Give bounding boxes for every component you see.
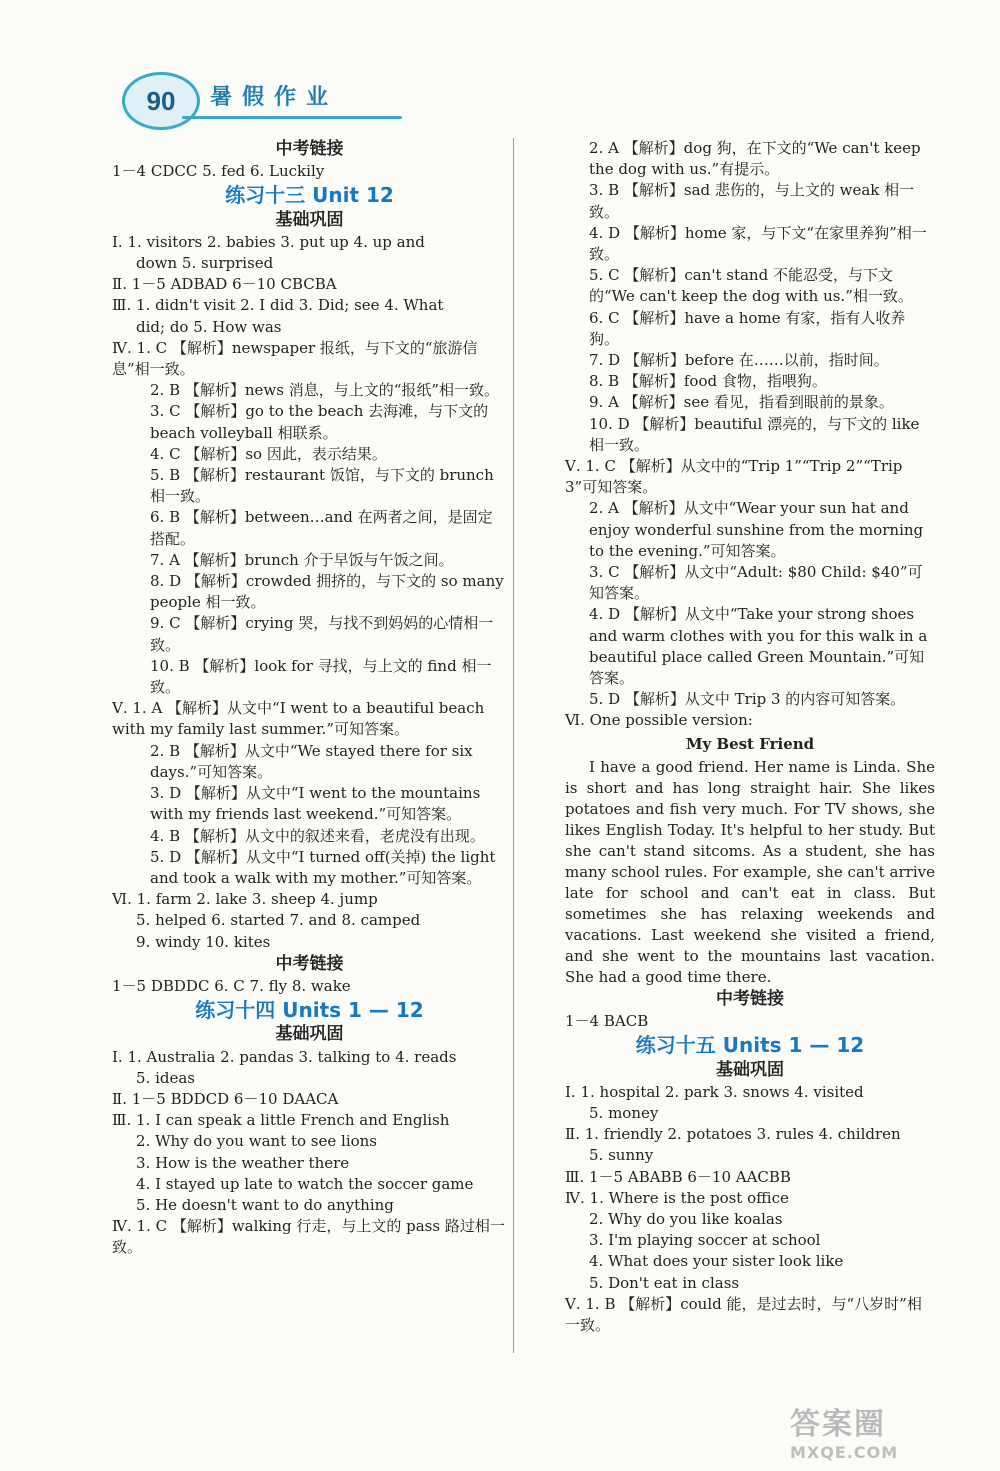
answer-line: did; do 5. How was <box>136 317 282 336</box>
section-heading: 中考链接 <box>275 139 344 159</box>
header-underline <box>182 116 402 119</box>
answer-line: 5. helped 6. started 7. and 8. camped <box>136 911 421 930</box>
answer-line: 5. Don't eat in class <box>589 1273 740 1292</box>
answer-item: Ⅴ. 1. A 【解析】从文中“I went to a beautiful beach with my family last summer.”可知答案。 <box>112 699 485 739</box>
section-heading: 中考链接 <box>275 953 344 974</box>
answer-item: 3. B 【解析】sad 悲伤的，与上文的 weak 相一致。 <box>589 181 915 221</box>
answer-line: 5. money <box>589 1103 659 1122</box>
answer-item: 9. A 【解析】see 看见，指看到眼前的景象。 <box>589 393 894 412</box>
answer-line: 4. I stayed up late to watch the soccer game <box>136 1174 474 1193</box>
answer-item: 8. D 【解析】crowded 拥挤的，与下文的 so many people 相一致。 <box>150 572 504 612</box>
answer-line: down 5. surprised <box>136 254 274 273</box>
answer-item: 5. C 【解析】can't stand 不能忍受，与下文的“We can't keep the dog with us.”相一致。 <box>589 266 913 306</box>
answer-item: Ⅴ. 1. C 【解析】从文中的“Trip 1”“Trip 2”“Trip 3”可知答案。 <box>565 457 903 497</box>
answer-line: Ⅲ. 1. didn't visit 2. I did 3. Did; see 4. What <box>112 296 444 315</box>
exercise-title: 练习十五 Units 1 — 12 <box>635 1033 865 1058</box>
right-column <box>565 138 935 1336</box>
answer-item: Ⅳ. 1. C 【解析】walking 行走，与上文的 pass 路过相一致。 <box>112 1217 505 1257</box>
answer-item: 3. C 【解析】go to the beach 去海滩，与下文的 beach volleyball 相联系。 <box>150 402 489 442</box>
essay-title: My Best Friend <box>685 734 815 753</box>
answer-line: 4. What does your sister look like <box>589 1252 844 1271</box>
answer-item: 4. D 【解析】home 家，与下文“在家里养狗”相一致。 <box>589 223 927 264</box>
answer-item: 5. B 【解析】restaurant 饭馆，与下文的 brunch 相一致。 <box>150 466 494 506</box>
essay-body: I have a good friend. Her name is Linda. She is short and has long straight hair. She likes potatoes and fish very much. For TV shows, she likes English Today. It's helpful to her study. But she can't stand sitcoms. As a student, she has many school rules. For example, she can't arrive late for school and can't eat in class. But sometimes she has relaxing weekends and vacations. Last weekend she visited a friend, and she went to the mountains last vacation. She had a good time there. <box>565 757 935 986</box>
column-divider <box>513 138 514 1353</box>
answer-item: 3. C 【解析】从文中“Adult: $80 Child: $40”可知答案。 <box>589 563 923 603</box>
answer-line: Ⅵ. 1. farm 2. lake 3. sheep 4. jump <box>112 890 378 909</box>
section-heading: 基础巩固 <box>275 1024 344 1045</box>
exercise-title: 练习十三 Unit 12 <box>225 183 394 208</box>
answer-item: 10. D 【解析】beautiful 漂亮的，与下文的 like 相一致。 <box>589 414 920 454</box>
answer-item: 2. A 【解析】从文中“Wear your sun hat and enjoy wonderful sunshine from the morning to the evening.”可知答案。 <box>589 499 924 560</box>
answer-line: 9. windy 10. kites <box>136 932 271 951</box>
answer-line: Ⅲ. 1－5 ABABB 6－10 AACBB <box>565 1167 791 1186</box>
answer-line: 1－5 DBDDC 6. C 7. fly 8. wake <box>112 976 351 995</box>
answer-item: 7. D 【解析】before 在……以前，指时间。 <box>589 351 889 370</box>
answer-item: 9. C 【解析】crying 哭，与找不到妈妈的心情相一致。 <box>150 614 494 654</box>
answer-item: 2. B 【解析】news 消息，与上文的“报纸”相一致。 <box>150 381 500 400</box>
answer-line: 5. ideas <box>136 1068 195 1087</box>
answer-line: 5. sunny <box>589 1146 654 1165</box>
answer-line: Ⅱ. 1－5 BDDCD 6－10 DAACA <box>112 1089 339 1108</box>
answer-line: Ⅲ. 1. I can speak a little French and English <box>112 1111 450 1130</box>
answer-line: 3. How is the weather there <box>136 1153 350 1172</box>
answer-line: Ⅰ. 1. visitors 2. babies 3. put up 4. up and <box>112 232 425 251</box>
answer-line: 1－4 BACB <box>565 1012 649 1031</box>
answer-line: 5. He doesn't want to do anything <box>136 1195 394 1214</box>
section-heading: 中考链接 <box>716 988 784 1009</box>
answer-line: Ⅵ. One possible version: <box>565 711 753 730</box>
answer-line: 3. I'm playing soccer at school <box>589 1231 821 1250</box>
answer-item: 10. B 【解析】look for 寻找，与上文的 find 相一致。 <box>150 656 492 697</box>
answer-item: 2. A 【解析】dog 狗，在下文的“We can't keep the dog with us.”有提示。 <box>589 139 921 179</box>
answer-item: 5. D 【解析】从文中“I turned off(关掉) the light and took a walk with my mother.”可知答案。 <box>150 847 496 887</box>
answer-line: Ⅰ. 1. Australia 2. pandas 3. talking to 4. reads <box>112 1047 457 1066</box>
answer-line: 1－4 CDCC 5. fed 6. Luckily <box>112 162 325 181</box>
page-number: 90 <box>122 72 200 130</box>
section-heading: 基础巩固 <box>275 209 344 230</box>
answer-item: Ⅳ. 1. C 【解析】newspaper 报纸，与下文的“旅游信息”相一致。 <box>112 338 478 379</box>
watermark-text: 答案圈 <box>790 1407 886 1442</box>
watermark-logo <box>790 1399 970 1462</box>
answer-item: 2. B 【解析】从文中“We stayed there for six days.”可知答案。 <box>150 741 473 781</box>
answer-item: 7. A 【解析】brunch 介于早饭与午饭之间。 <box>150 550 454 569</box>
answer-line: 2. Why do you like koalas <box>589 1209 783 1228</box>
book-title: 暑假作业 <box>210 85 339 110</box>
answer-item: 4. D 【解析】从文中“Take your strong shoes and warm clothes with you for this walk in a beautiful place called Green Mountain.”可知答案。 <box>589 605 928 688</box>
answer-item: 6. B 【解析】between…and 在两者之间，是固定搭配。 <box>150 508 493 548</box>
answer-item: 8. B 【解析】food 食物，指喂狗。 <box>589 372 827 391</box>
answer-line: Ⅳ. 1. Where is the post office <box>565 1188 789 1207</box>
answer-item: Ⅴ. 1. B 【解析】could 能，是过去时，与“八岁时”相一致。 <box>565 1294 922 1334</box>
left-column <box>112 138 507 1259</box>
answer-line: Ⅱ. 1. friendly 2. potatoes 3. rules 4. children <box>565 1125 901 1144</box>
answer-item: 3. D 【解析】从文中“I went to the mountains with my friends last weekend.”可知答案。 <box>150 784 481 824</box>
section-heading: 基础巩固 <box>716 1059 784 1080</box>
answer-item: 6. C 【解析】have a home 有家，指有人收养狗。 <box>589 308 906 348</box>
watermark-url: MXQE.COM <box>790 1443 899 1462</box>
exercise-title: 练习十四 Units 1 — 12 <box>195 998 424 1023</box>
answer-item: 4. C 【解析】so 因此，表示结果。 <box>150 444 387 463</box>
answer-line: Ⅰ. 1. hospital 2. park 3. snows 4. visited <box>565 1082 864 1101</box>
answer-item: 4. B 【解析】从文中的叙述来看，老虎没有出现。 <box>150 826 485 845</box>
answer-item: 5. D 【解析】从文中 Trip 3 的内容可知答案。 <box>589 690 906 709</box>
answer-line: Ⅱ. 1－5 ADBAD 6－10 CBCBA <box>112 275 337 294</box>
answer-line: 2. Why do you want to see lions <box>136 1132 378 1151</box>
page-header <box>112 62 412 132</box>
